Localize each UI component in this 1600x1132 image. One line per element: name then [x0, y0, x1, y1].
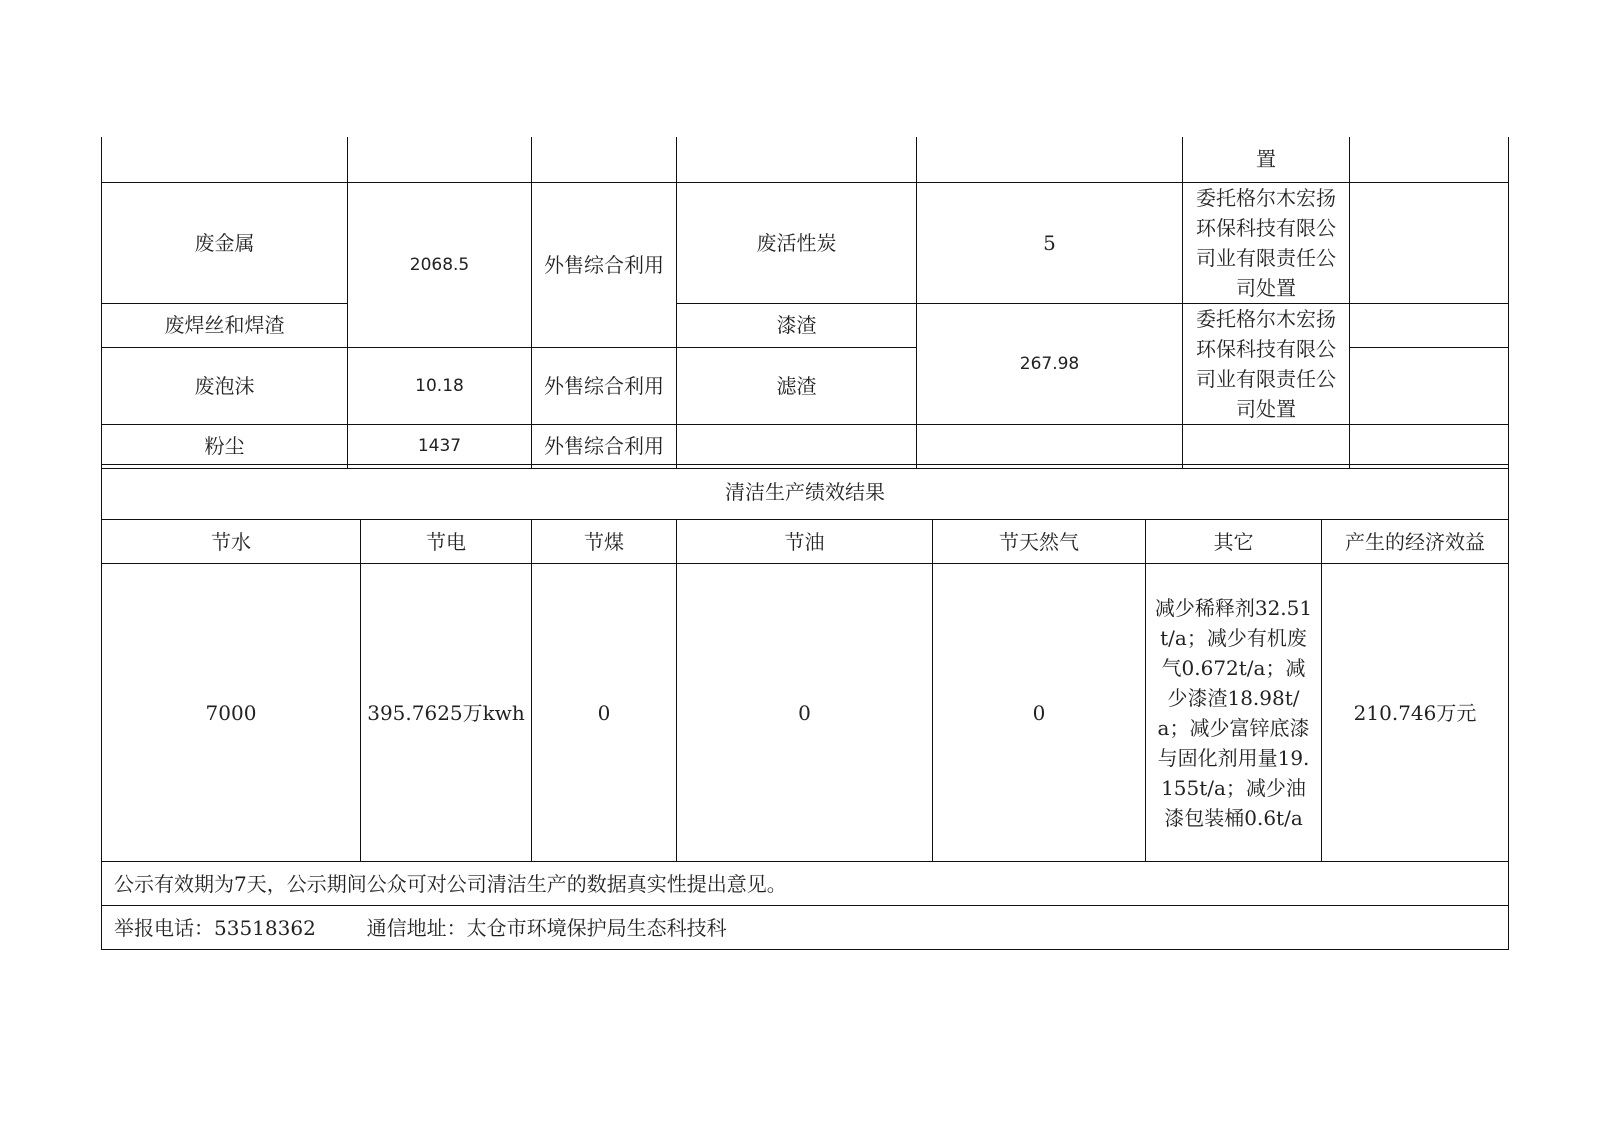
waste-amount: 10.18	[348, 347, 532, 424]
waste-amount-2: 5	[917, 182, 1183, 303]
header-other: 其它	[1146, 520, 1322, 564]
contact-text: 举报电话：53518362 通信地址：太仓市环境保护局生态科技科	[102, 906, 1509, 950]
waste-amount-2: 267.98	[917, 303, 1183, 424]
waste-table	[101, 137, 1509, 469]
value-oil: 0	[677, 564, 933, 862]
waste-name-2: 漆渣	[677, 303, 917, 347]
value-electricity: 395.7625万kwh	[361, 564, 532, 862]
waste-name-2: 废活性炭	[677, 182, 917, 303]
waste-name: 粉尘	[102, 424, 348, 468]
waste-method: 外售综合利用	[532, 182, 677, 347]
waste-name: 废焊丝和焊渣	[102, 303, 348, 347]
disposal-cell-tail: 置	[1183, 137, 1350, 182]
value-economic: 210.746万元	[1322, 564, 1509, 862]
value-other: 减少稀释剂32.51t/a；减少有机废气0.672t/a；减少漆渣18.98t/a；减少富锌底漆与固化剂用量19.155t/a；减少油漆包装桶0.6t/a	[1146, 564, 1322, 862]
waste-amount: 2068.5	[348, 182, 532, 347]
waste-amount: 1437	[348, 424, 532, 468]
performance-table	[101, 464, 1509, 950]
value-coal: 0	[532, 564, 677, 862]
waste-method: 外售综合利用	[532, 347, 677, 424]
waste-disposal: 委托格尔木宏扬环保科技有限公司业有限责任公司处置	[1183, 303, 1350, 424]
waste-method: 外售综合利用	[532, 424, 677, 468]
header-water: 节水	[102, 520, 361, 564]
waste-name-2: 滤渣	[677, 347, 917, 424]
waste-disposal: 委托格尔木宏扬环保科技有限公司业有限责任公司处置	[1183, 182, 1350, 303]
header-gas: 节天然气	[933, 520, 1146, 564]
header-coal: 节煤	[532, 520, 677, 564]
performance-title: 清洁生产绩效结果	[102, 465, 1509, 520]
header-oil: 节油	[677, 520, 933, 564]
header-electricity: 节电	[361, 520, 532, 564]
value-gas: 0	[933, 564, 1146, 862]
notice-text: 公示有效期为7天，公示期间公众可对公司清洁生产的数据真实性提出意见。	[102, 862, 1509, 906]
waste-name: 废金属	[102, 182, 348, 303]
header-economic: 产生的经济效益	[1322, 520, 1509, 564]
waste-name: 废泡沫	[102, 347, 348, 424]
value-water: 7000	[102, 564, 361, 862]
